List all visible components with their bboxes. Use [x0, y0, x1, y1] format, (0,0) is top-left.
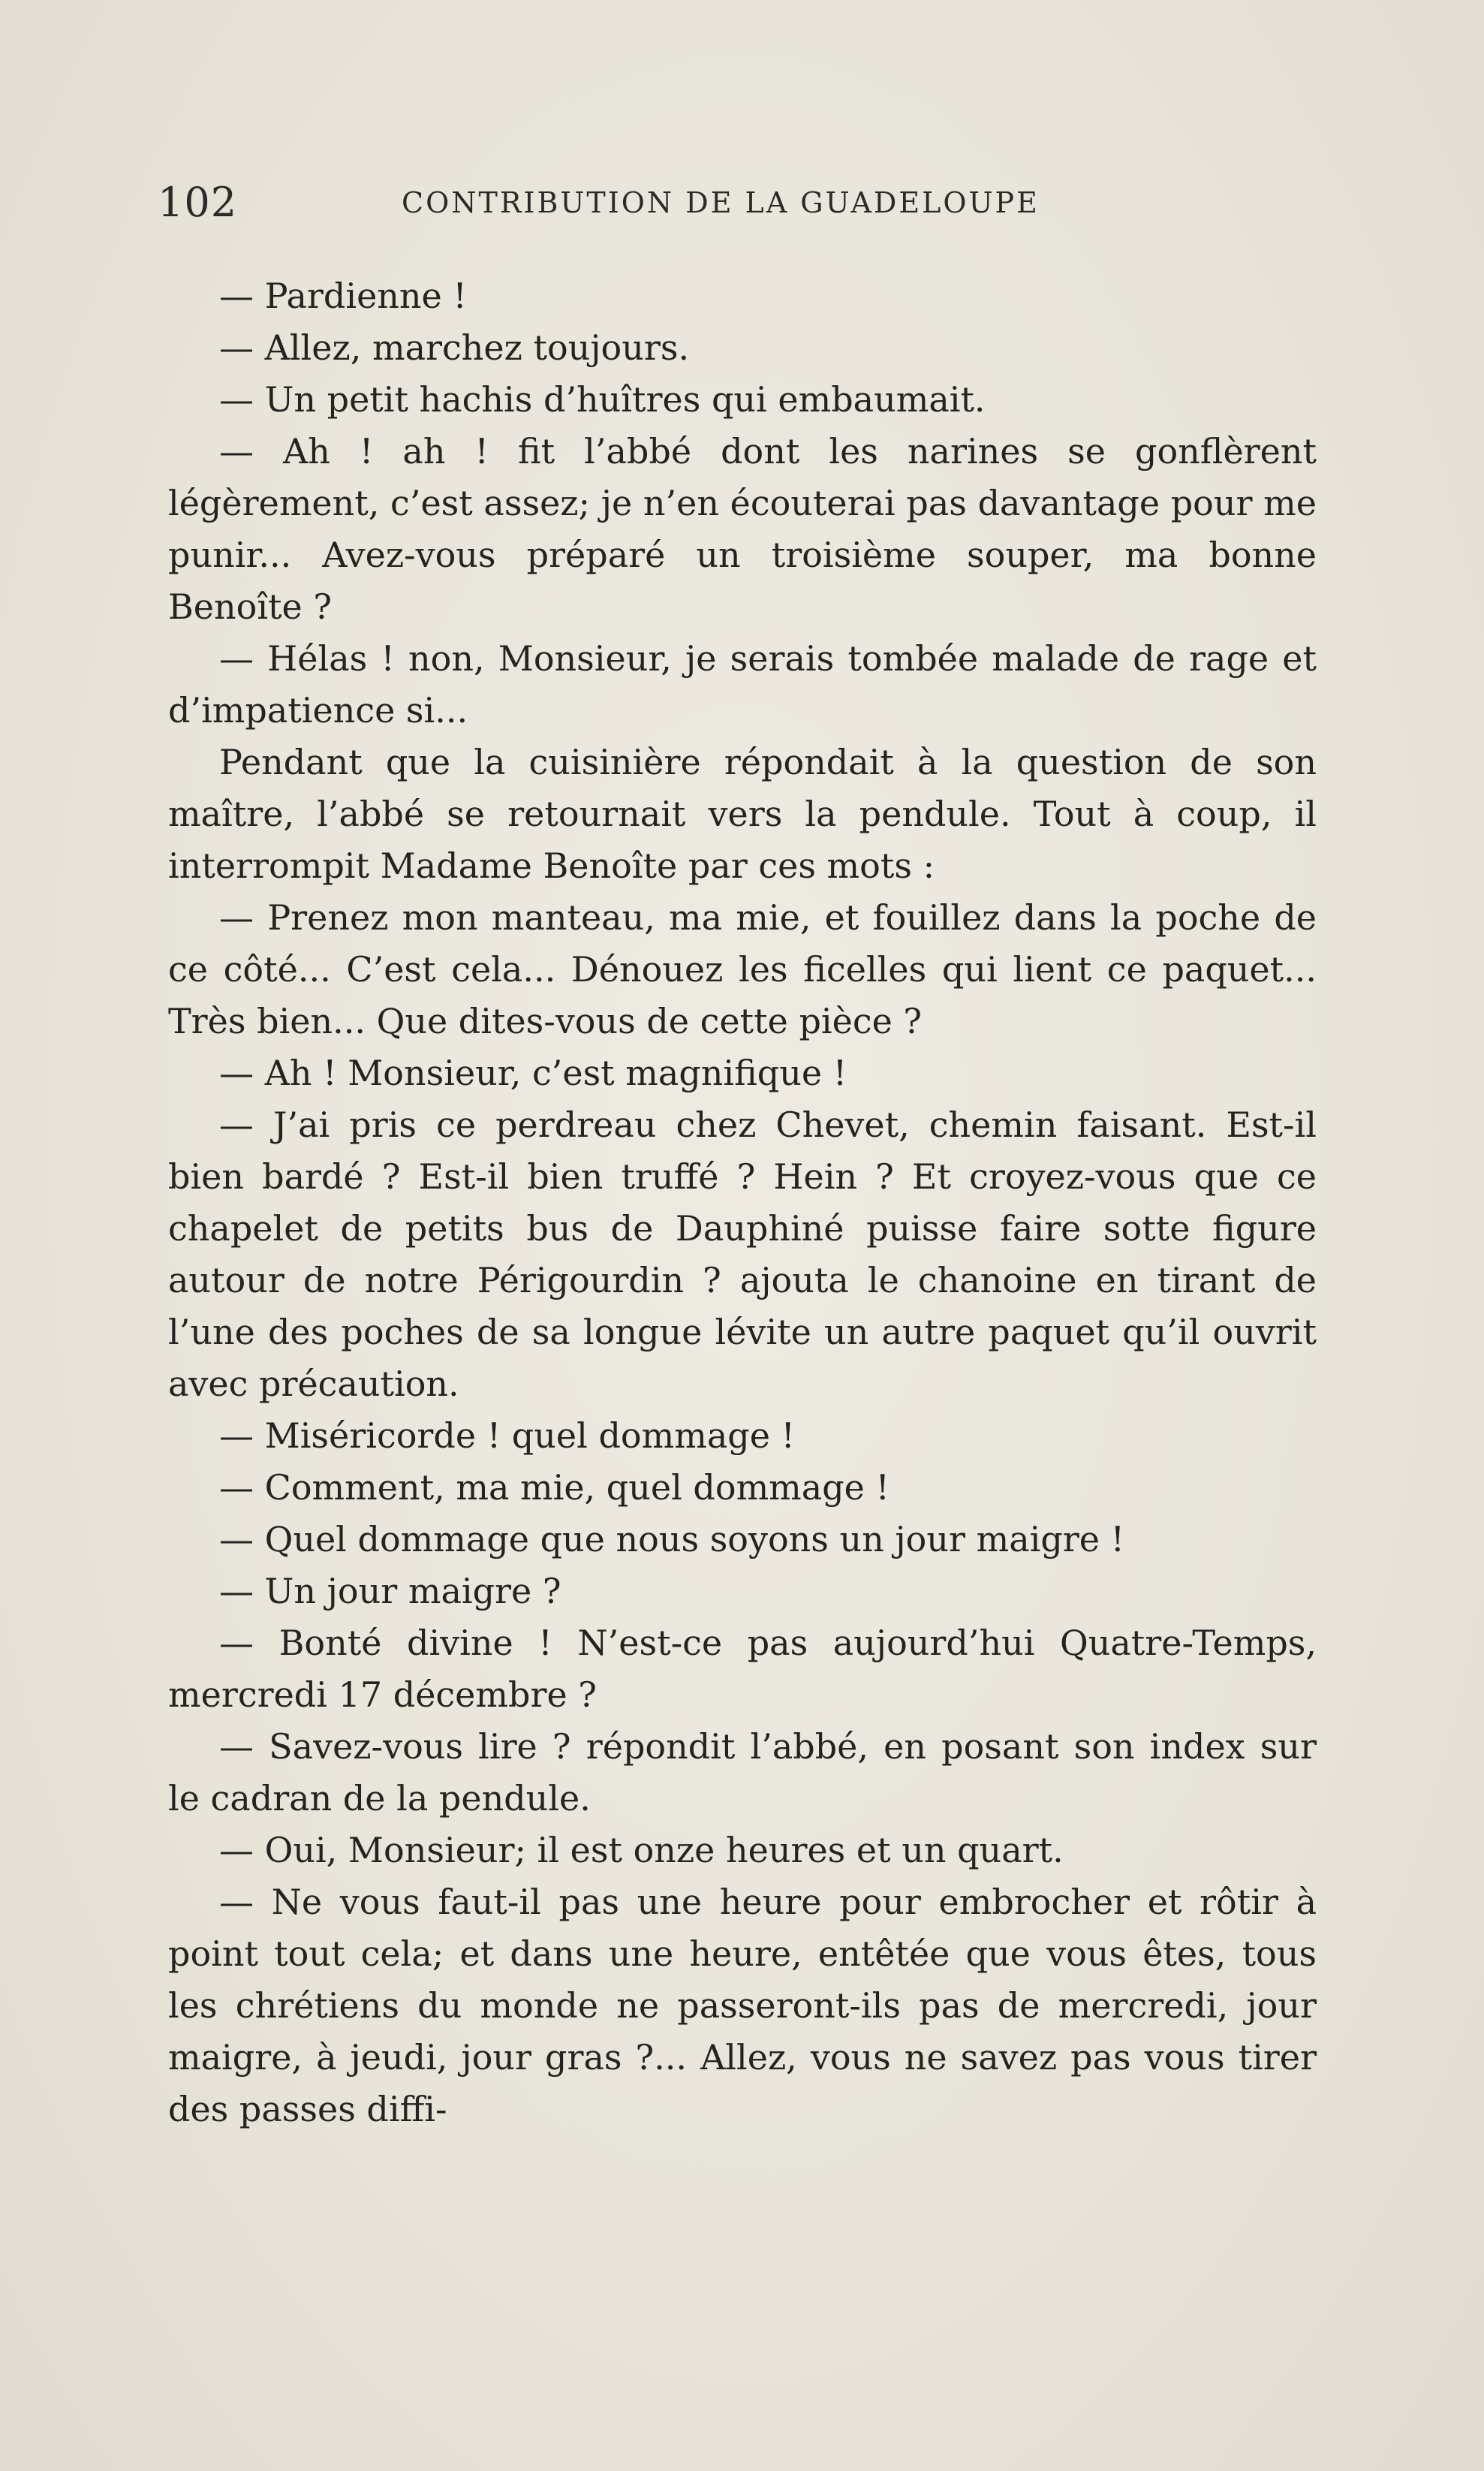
- paragraph: — J’ai pris ce perdreau chez Chevet, chemin faisant. Est-il bien bardé ? Est-il bien truffé ? Hein ? Et croyez-vous que ce chapelet de petits bus de Dauphiné puisse faire sotte figure autour de notre Périgourdin ? ajouta le chanoine en tirant de l’une des poches de sa longue lévite un autre paquet qu’il ouvrit avec précaution.: [168, 1104, 1317, 1404]
- paragraph: — Savez-vous lire ? répondit l’abbé, en posant son index sur le cadran de la pendule.: [168, 1726, 1317, 1819]
- paragraph: — Oui, Monsieur; il est onze heures et un quart.: [219, 1830, 1064, 1870]
- paragraph: — Ne vous faut-il pas une heure pour embrocher et rôtir à point tout cela; et dans une heure, entêtée que vous êtes, tous les chrétiens du monde ne passeront-ils pas de mercredi, jour maigre, à jeudi, jour gras ?... Allez, vous ne savez pas vous tirer des passes diffi-: [168, 1882, 1317, 2129]
- paragraph: — Prenez mon manteau, ma mie, et fouillez dans la poche de ce côté... C’est cela... Dénouez les ficelles qui lient ce paquet... Très bien... Que dites-vous de cette pièce ?: [168, 897, 1317, 1041]
- paragraph: — Comment, ma mie, quel dommage !: [219, 1467, 890, 1508]
- paragraph: — Bonté divine ! N’est-ce pas aujourd’hui Quatre-Temps, mercredi 17 décembre ?: [168, 1623, 1317, 1715]
- body-text: [168, 270, 1317, 2135]
- paragraph: — Allez, marchez toujours.: [219, 327, 690, 368]
- page-header: [158, 179, 1329, 231]
- paragraph: — Pardienne !: [219, 276, 467, 316]
- paragraph: Pendant que la cuisinière répondait à la question de son maître, l’abbé se retournait vers la pendule. Tout à coup, il interrompit Madame Benoîte par ces mots :: [168, 742, 1317, 886]
- paragraph: — Quel dommage que nous soyons un jour maigre !: [219, 1519, 1125, 1559]
- paragraph: — Ah ! ah ! fit l’abbé dont les narines se gonflèrent légèrement, c’est assez; je n’en écouterai pas davantage pour me punir... Avez-vous préparé un troisième souper, ma bonne Benoîte ?: [168, 431, 1317, 627]
- paragraph: — Miséricorde ! quel dommage !: [219, 1415, 796, 1456]
- paragraph: — Hélas ! non, Monsieur, je serais tombée malade de rage et d’impatience si...: [168, 638, 1317, 731]
- paragraph: — Ah ! Monsieur, c’est magnifique !: [219, 1053, 847, 1093]
- running-title: CONTRIBUTION DE LA GUADELOUPE: [402, 186, 1040, 219]
- paragraph: — Un petit hachis d’huîtres qui embaumait.: [219, 379, 986, 420]
- page-number: 102: [158, 179, 238, 226]
- paragraph: — Un jour maigre ?: [219, 1571, 561, 1611]
